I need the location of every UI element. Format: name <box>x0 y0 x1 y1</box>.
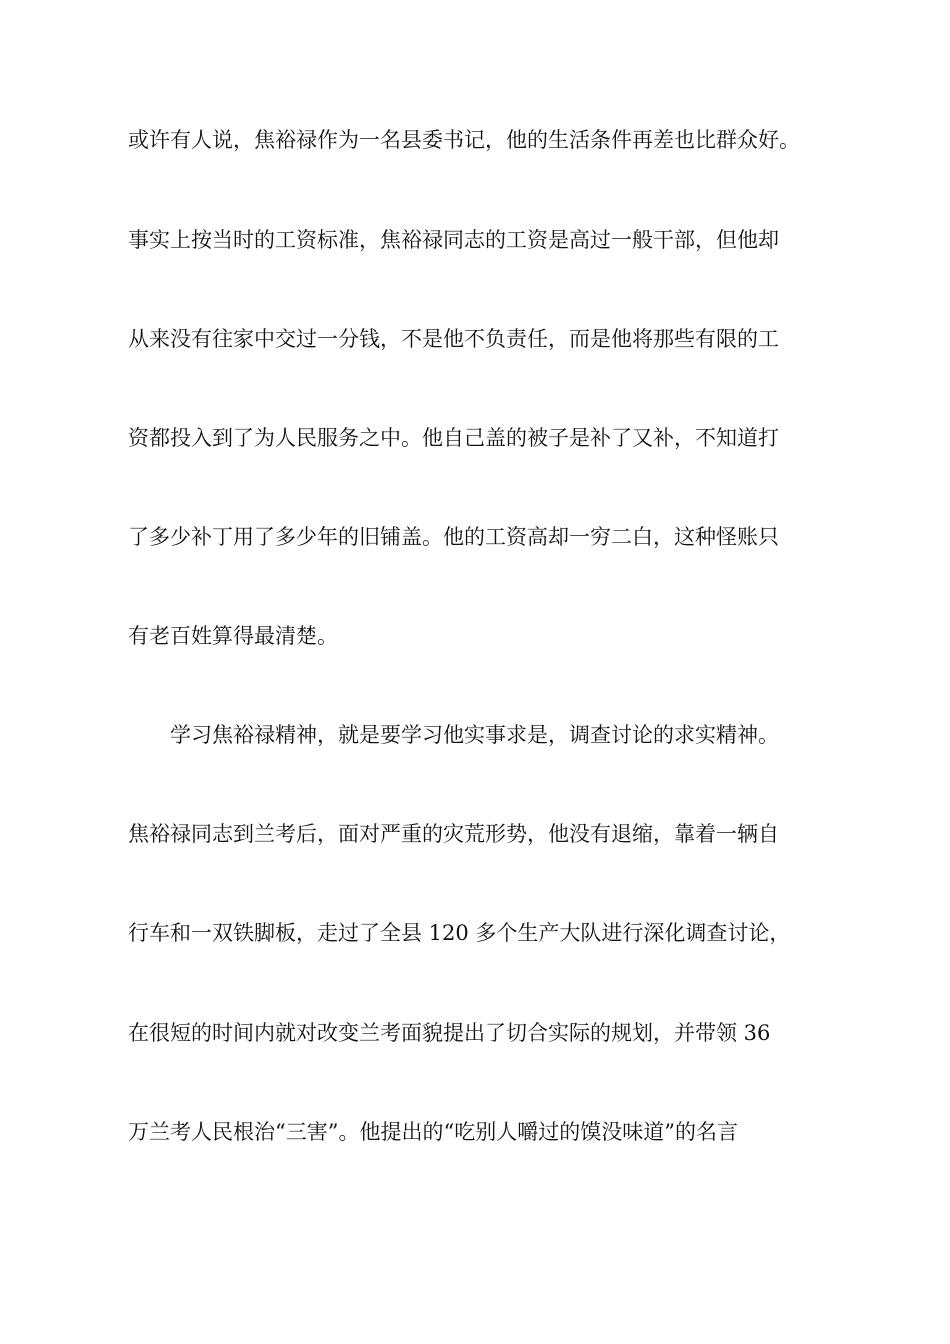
text-line: 事实上按当时的工资标准，焦裕禄同志的工资是高过一般干部，但他却 <box>128 228 779 252</box>
text-line: 了多少补丁用了多少年的旧铺盖。他的工资高却一穷二白，这种怪账只 <box>128 525 779 549</box>
text-line: 或许有人说，焦裕禄作为一名县委书记，他的生活条件再差也比群众好。 <box>128 128 800 152</box>
text-line: 从来没有往家中交过一分钱，不是他不负责任，而是他将那些有限的工 <box>128 327 779 351</box>
text-line: 资都投入到了为人民服务之中。他自己盖的被子是补了又补，不知道打 <box>128 426 779 450</box>
text-line: 万兰考人民根治“三害”。他提出的“吃别人嚼过的馍没味道”的名言 <box>128 1120 738 1144</box>
text-line: 焦裕禄同志到兰考后，面对严重的灾荒形势，他没有退缩，靠着一辆自 <box>128 822 779 846</box>
text-line: 行车和一双铁脚板，走过了全县 120 多个生产大队进行深化调查讨论， <box>128 921 791 945</box>
paragraph-first-line: 学习焦裕禄精神，就是要学习他实事求是，调查讨论的求实精神。 <box>170 723 779 747</box>
text-line: 在很短的时间内就对改变兰考面貌提出了切合实际的规划，并带领 36 <box>128 1021 771 1045</box>
text-line: 有老百姓算得最清楚。 <box>128 624 338 648</box>
